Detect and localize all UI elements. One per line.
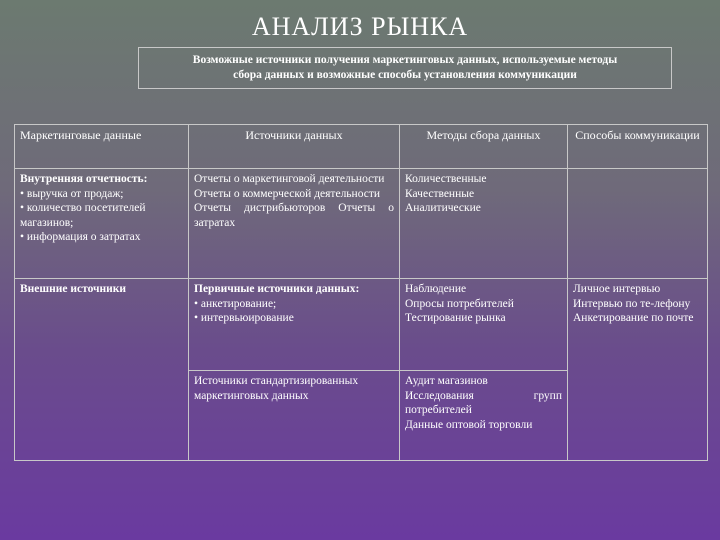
list-item: Тестирование рынка	[405, 312, 506, 324]
list-item: Качественные	[405, 187, 475, 200]
list-item: Опросы потребителей	[405, 297, 514, 310]
list-item: Аналитические	[405, 202, 481, 214]
primary-sources-title: Первичные источники данных:	[194, 283, 360, 295]
market-analysis-table	[14, 124, 708, 461]
internal-reporting-title: Внутренняя отчетность:	[20, 173, 148, 185]
primary-sources-cell	[189, 279, 400, 371]
subtitle-line-2: сбора данных и возможные способы установления коммуникации	[233, 69, 577, 81]
list-item: Данные оптовой торговли	[405, 418, 533, 431]
list-item: • информация о затратах	[20, 230, 183, 245]
subtitle-box	[138, 47, 672, 89]
standardized-sources-cell: Источники стандартизированных маркетинговых данных	[189, 371, 400, 461]
page-title: АНАЛИЗ РЫНКА	[251, 12, 469, 41]
header-marketing-data: Маркетинговые данные	[15, 125, 189, 169]
list-item: Наблюдение	[405, 283, 467, 295]
list-item: • количество посетителей магазинов;	[20, 201, 183, 230]
list-item: • интервьюирование	[194, 311, 394, 326]
list-item: Исследования групп потребителей	[405, 389, 562, 416]
external-sources-cell	[15, 279, 189, 461]
list-item: Отчеты о маркетинговой деятельности	[194, 173, 385, 185]
list-item: • анкетирование;	[194, 297, 394, 312]
table-row	[15, 169, 708, 279]
list-item: Анкетирование по почте	[573, 312, 694, 324]
list-item: • выручка от продаж;	[20, 187, 183, 202]
primary-methods-cell	[400, 279, 568, 371]
internal-communication-cell	[568, 169, 708, 279]
header-collection-methods: Методы сбора данных	[400, 125, 568, 169]
internal-sources-cell	[189, 169, 400, 279]
list-item: Интервью по те-лефону	[573, 297, 691, 310]
header-row	[15, 125, 708, 169]
internal-reporting-cell	[15, 169, 189, 279]
header-communication-methods: Способы коммуникации	[568, 125, 708, 169]
list-item: Количественные	[405, 173, 487, 185]
internal-methods-cell	[400, 169, 568, 279]
list-item: Отчеты дистрибьюторов Отчеты о затратах	[194, 202, 394, 229]
table-row	[15, 279, 708, 371]
communication-cell	[568, 279, 708, 461]
external-sources-title: Внешние источники	[20, 283, 127, 295]
header-data-sources: Источники данных	[189, 125, 400, 169]
list-item: Отчеты о коммерческой деятельности	[194, 187, 381, 200]
list-item: Личное интервью	[573, 283, 661, 295]
subtitle-line-1: Возможные источники получения маркетинговых данных, используемые методы	[192, 54, 618, 66]
standardized-methods-cell	[400, 371, 568, 461]
list-item: Аудит магазинов	[405, 375, 488, 387]
